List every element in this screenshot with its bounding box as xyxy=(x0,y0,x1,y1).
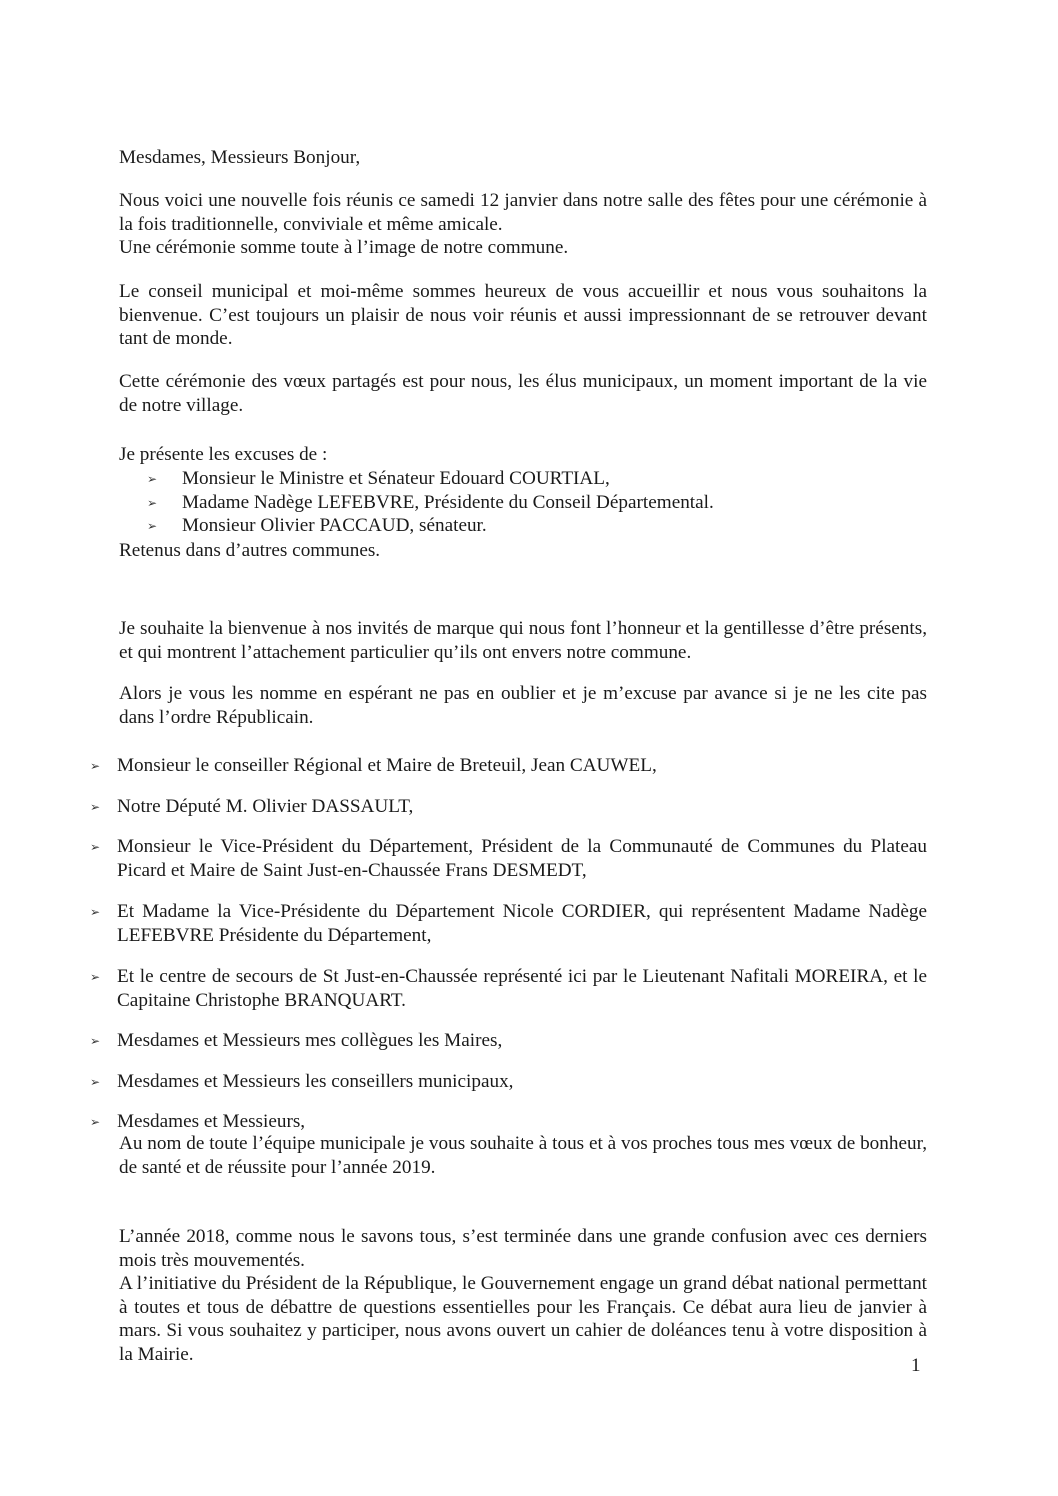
paragraph-ceremony: Cette cérémonie des vœux partagés est pour nous, les élus municipaux, un moment important de la vie de notre village. xyxy=(119,371,927,416)
paragraph-line: Une cérémonie somme toute à l’image de notre commune. xyxy=(119,237,569,258)
paragraph-line: Nous voici une nouvelle fois réunis ce samedi 12 janvier dans notre salle des fêtes pour une cérémonie à la fois traditionnelle, conviviale et même amicale. xyxy=(119,190,927,235)
arrow-bullet-icon: ➢ xyxy=(90,799,101,814)
excuses-intro: Je présente les excuses de : xyxy=(119,444,328,465)
arrow-bullet-icon: ➢ xyxy=(90,970,101,984)
arrow-bullet-icon: ➢ xyxy=(90,1115,101,1129)
list-item: ➢ Mesdames et Messieurs, xyxy=(0,1110,927,1134)
greeting: Mesdames, Messieurs Bonjour, xyxy=(119,147,361,168)
arrow-bullet-icon: ➢ xyxy=(90,905,101,919)
arrow-bullet-icon: ➢ xyxy=(90,1074,101,1089)
paragraph-line: A l’initiative du Président de la République, le Gouvernement engage un grand débat national permettant à toutes et tous de débattre de questions essentielles pour les Français. Ce débat aura lieu de janvier à mars. Si vous souhaitez y participer, nous avons ouvert un cahier de doléances tenu à votre disposition à la Mairie. xyxy=(119,1273,927,1365)
arrow-bullet-icon: ➢ xyxy=(147,472,158,486)
list-item: ➢ Monsieur le Vice-Président du Département, Président de la Communauté de Communes du Plateau Picard et Maire de Saint Just-en-Chaussée Frans DESMEDT, xyxy=(90,836,927,881)
list-item: ➢ Et Madame la Vice-Présidente du Département Nicole CORDIER, qui représentent Madame Nadège LEFEBVRE Présidente du Département, xyxy=(90,901,927,946)
guests-list xyxy=(0,754,927,1134)
paragraph-guests-welcome: Je souhaite la bienvenue à nos invités de marque qui nous font l’honneur et la gentillesse d’être présents, et qui montrent l’attachement particulier qu’ils ont envers notre commune. xyxy=(119,618,927,663)
list-item: ➢ Et le centre de secours de St Just-en-Chaussée représenté ici par le Lieutenant Nafitali MOREIRA, et le Capitaine Christophe BRANQUART. xyxy=(90,966,927,1011)
list-item: ➢ Mesdames et Messieurs mes collègues les Maires, xyxy=(0,1029,927,1053)
excuses-list xyxy=(0,467,714,538)
list-item: ➢ Mesdames et Messieurs les conseillers municipaux, xyxy=(0,1070,927,1094)
paragraph-intro xyxy=(119,189,927,260)
paragraph-wishes: Au nom de toute l’équipe municipale je vous souhaite à tous et à vos proches tous mes vœux de bonheur, de santé et de réussite pour l’année 2019. xyxy=(119,1133,927,1178)
list-item: ➢ Monsieur Olivier PACCAUD, sénateur. xyxy=(0,514,714,538)
page-number: 1 xyxy=(911,1355,921,1376)
arrow-bullet-icon: ➢ xyxy=(147,495,158,510)
list-item: ➢ Monsieur le conseiller Régional et Maire de Breteuil, Jean CAUWEL, xyxy=(0,754,927,778)
arrow-bullet-icon: ➢ xyxy=(90,840,101,854)
arrow-bullet-icon: ➢ xyxy=(90,1034,101,1048)
list-item: ➢ Monsieur le Ministre et Sénateur Edouard COURTIAL, xyxy=(0,467,714,491)
arrow-bullet-icon: ➢ xyxy=(90,759,101,773)
list-item: ➢ Madame Nadège LEFEBVRE, Présidente du Conseil Départemental. xyxy=(0,491,714,515)
paragraph-year-2018 xyxy=(119,1225,927,1366)
paragraph-welcome: Le conseil municipal et moi-même sommes heureux de vous accueillir et nous vous souhaitons la bienvenue. C’est toujours un plaisir de nous voir réunis et aussi impressionnant de se retrouver devant tant de monde. xyxy=(119,281,927,349)
excuses-outro: Retenus dans d’autres communes. xyxy=(119,540,381,561)
arrow-bullet-icon: ➢ xyxy=(147,519,158,533)
paragraph-line: L’année 2018, comme nous le savons tous, s’est terminée dans une grande confusion avec ces derniers mois très mouvementés. xyxy=(119,1226,927,1271)
list-item: ➢ Notre Député M. Olivier DASSAULT, xyxy=(0,795,927,819)
paragraph-naming: Alors je vous les nomme en espérant ne pas en oublier et je m’excuse par avance si je ne les cite pas dans l’ordre Républicain. xyxy=(119,683,927,728)
